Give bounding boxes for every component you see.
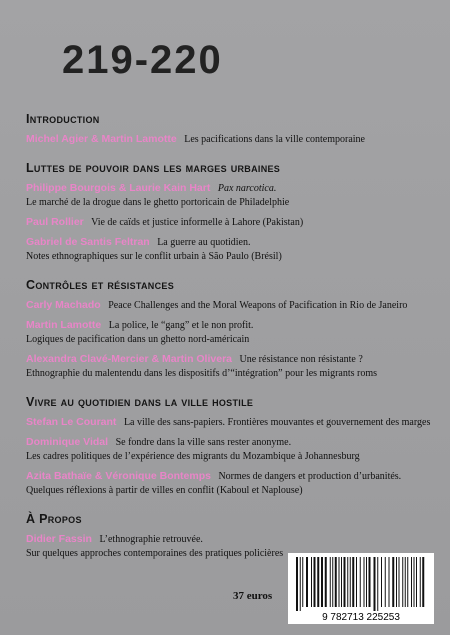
entry-title: Pax narcotica. bbox=[217, 183, 277, 194]
section-vivre bbox=[26, 395, 436, 498]
entry-title: La ville des sans-papiers. Frontières mouvantes et gouvernement des marges bbox=[123, 417, 431, 428]
barcode-bar bbox=[311, 557, 312, 607]
entry-author: Paul Rollier bbox=[26, 216, 84, 228]
barcode-bar bbox=[405, 557, 406, 607]
entry-title: Vie de caïds et justice informelle à Lahore (Pakistan) bbox=[91, 217, 304, 228]
entry-author: Dominique Vidal bbox=[26, 436, 109, 448]
entry-title: Les pacifications dans la ville contemporaine bbox=[184, 134, 365, 145]
entry-subtitle: Logiques de pacification dans un ghetto nord-américain bbox=[26, 334, 250, 345]
barcode-bar bbox=[411, 557, 412, 607]
entry-title: Peace Challenges and the Moral Weapons of Pacification in Rio de Janeiro bbox=[108, 300, 408, 311]
barcode-bar bbox=[389, 557, 390, 607]
barcode-bar bbox=[300, 557, 301, 611]
entry-subtitle: Les cadres politiques de l’expérience des migrants du Mozambique à Johannesburg bbox=[26, 451, 360, 462]
entry-subtitle: Sur quelques approches contemporaines des pratiques policières bbox=[26, 548, 284, 559]
section-title: Contrôles et résistances bbox=[26, 278, 175, 292]
entry-title: Se fondre dans la ville sans rester anonyme. bbox=[115, 437, 292, 448]
entry-author: Michel Agier & Martin Lamotte bbox=[26, 133, 177, 145]
entry-title: Normes de dangers et production d’urbanités. bbox=[218, 471, 402, 482]
barcode-bar bbox=[321, 557, 323, 607]
barcode bbox=[288, 553, 434, 624]
barcode-bar bbox=[364, 557, 365, 607]
toc-entry bbox=[26, 469, 436, 498]
toc-entry bbox=[26, 132, 436, 147]
barcode-bar bbox=[374, 557, 376, 611]
barcode-bar bbox=[325, 557, 327, 607]
section-controles bbox=[26, 278, 436, 381]
barcode-bar bbox=[344, 557, 346, 607]
toc-entry bbox=[26, 181, 436, 210]
barcode-image bbox=[288, 553, 434, 624]
entry-title: L’ethnographie retrouvée. bbox=[99, 534, 203, 545]
entry-author: Alexandra Clavé-Mercier & Martin Olivera bbox=[26, 353, 233, 365]
barcode-bar bbox=[399, 557, 400, 607]
barcode-bar bbox=[314, 557, 316, 607]
toc-entry bbox=[26, 415, 436, 430]
barcode-bar bbox=[402, 557, 403, 607]
entry-subtitle: Ethnographie du malentendu dans les dispositifs d’“intégration” pour les migrants roms bbox=[26, 368, 378, 379]
entry-subtitle: Notes ethnographiques sur le conflit urbain à São Paulo (Brésil) bbox=[26, 251, 282, 262]
barcode-bar bbox=[392, 557, 394, 607]
barcode-bar bbox=[335, 557, 337, 607]
barcode-bar bbox=[385, 557, 386, 607]
toc-entry bbox=[26, 318, 436, 347]
entry-author: Philippe Bourgois & Laurie Kain Hart bbox=[26, 182, 211, 194]
barcode-bar bbox=[369, 557, 371, 607]
barcode-bar bbox=[296, 557, 298, 611]
barcode-bar bbox=[347, 557, 348, 607]
table-of-contents bbox=[26, 112, 436, 566]
entry-author: Azita Bathaïe & Véronique Bontemps bbox=[26, 470, 211, 482]
toc-entry bbox=[26, 298, 436, 313]
barcode-bar bbox=[356, 557, 357, 607]
entry-author: Gabriel de Santis Feltran bbox=[26, 236, 150, 248]
entry-title: Une résistance non résistante ? bbox=[239, 354, 363, 365]
section-title: Introduction bbox=[26, 112, 100, 126]
section-title: Vivre au quotidien dans la ville hostile bbox=[26, 395, 254, 409]
entry-author: Stefan Le Courant bbox=[26, 416, 117, 428]
barcode-bar bbox=[416, 557, 417, 607]
barcode-bar bbox=[339, 557, 340, 607]
entry-subtitle: Le marché de la drogue dans le ghetto portoricain de Philadelphie bbox=[26, 197, 290, 208]
barcode-bar bbox=[420, 557, 421, 607]
barcode-bar bbox=[414, 557, 415, 607]
barcode-bar bbox=[381, 557, 382, 607]
toc-entry bbox=[26, 215, 436, 230]
entry-author: Carly Machado bbox=[26, 299, 101, 311]
barcode-bar bbox=[422, 557, 424, 607]
entry-subtitle: Quelques réflexions à partir de villes en conflit (Kaboul et Naplouse) bbox=[26, 485, 303, 496]
section-luttes bbox=[26, 161, 436, 264]
barcode-bar bbox=[350, 557, 351, 607]
barcode-bar bbox=[352, 557, 354, 607]
toc-entry bbox=[26, 235, 436, 264]
barcode-bar bbox=[330, 557, 331, 607]
entry-title: La guerre au quotidien. bbox=[157, 237, 251, 248]
barcode-bar bbox=[407, 557, 408, 607]
entry-author: Didier Fassin bbox=[26, 533, 92, 545]
barcode-bar bbox=[302, 557, 303, 607]
barcode-bar bbox=[332, 557, 333, 607]
barcode-bar bbox=[377, 557, 378, 611]
section-title: Luttes de pouvoir dans les marges urbaines bbox=[26, 161, 281, 175]
entry-author: Martin Lamotte bbox=[26, 319, 102, 331]
barcode-bar bbox=[306, 557, 308, 607]
price: 37 euros bbox=[233, 590, 273, 602]
barcode-bar bbox=[360, 557, 361, 607]
toc-entry bbox=[26, 352, 436, 381]
entry-title: La police, le “gang” et le non profit. bbox=[108, 320, 254, 331]
barcode-bar bbox=[396, 557, 397, 607]
toc-entry bbox=[26, 435, 436, 464]
section-title: À Propos bbox=[26, 512, 82, 526]
barcode-digits: 9 782713 225253 bbox=[322, 612, 400, 623]
section-introduction bbox=[26, 112, 436, 147]
barcode-bar bbox=[366, 557, 367, 607]
barcode-bar bbox=[317, 557, 319, 607]
barcode-bar bbox=[341, 557, 342, 607]
issue-number: 219-220 bbox=[62, 38, 223, 82]
